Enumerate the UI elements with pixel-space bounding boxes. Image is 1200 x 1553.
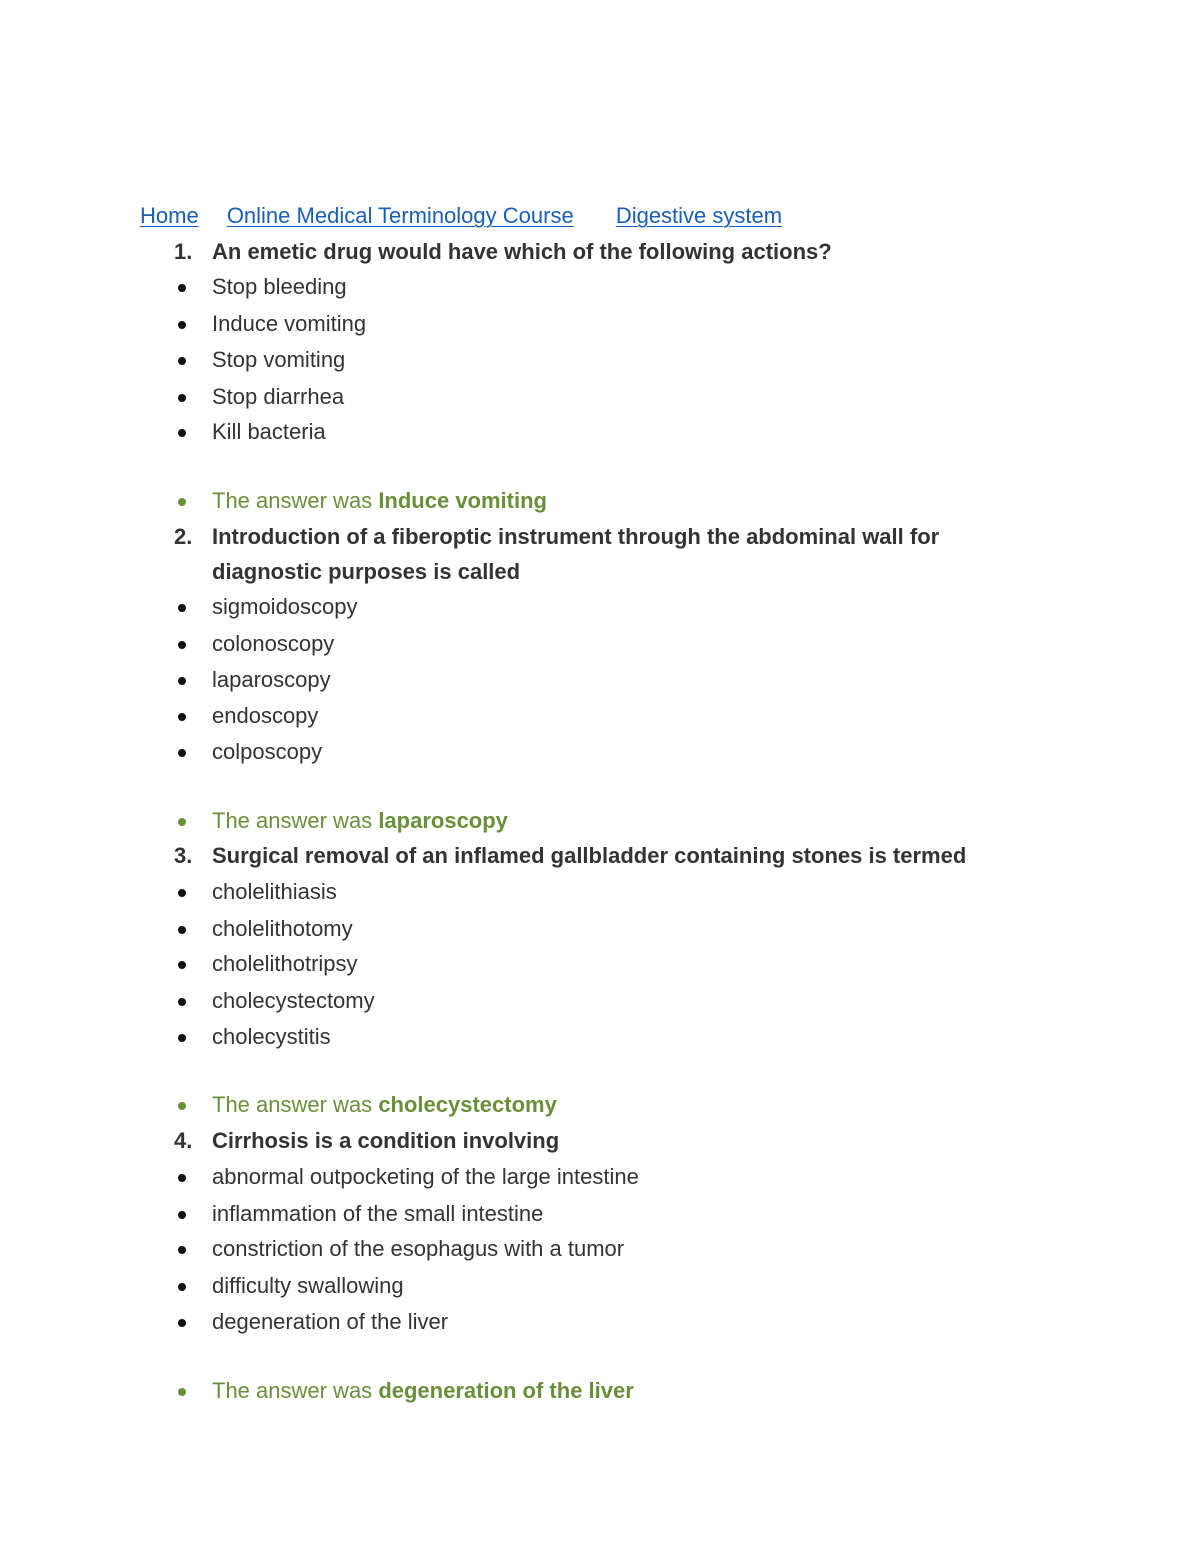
question-text: Introduction of a fiberoptic instrument through the abdominal wall for (212, 524, 940, 549)
option-text: Kill bacteria (212, 419, 326, 444)
bullet-icon (178, 284, 186, 292)
option-text: cholelithotomy (212, 916, 353, 941)
bullet-icon (178, 1034, 186, 1042)
option-text: cholelithotripsy (212, 951, 358, 976)
question-number: 1. (174, 239, 193, 264)
bullet-icon (178, 1283, 186, 1291)
bullet-icon (178, 429, 186, 437)
breadcrumb-course-link[interactable]: Online Medical Terminology Course (226, 203, 574, 228)
answer-text: The answer was cholecystectomy (212, 1092, 557, 1117)
bullet-icon (178, 1211, 186, 1219)
answer-value: degeneration of the liver (378, 1378, 634, 1403)
question-number: 2. (174, 524, 193, 549)
answer-value: laparoscopy (378, 808, 508, 833)
option-text: colonoscopy (212, 631, 335, 656)
option-text: Stop vomiting (212, 347, 346, 372)
option-text: cholelithiasis (212, 879, 337, 904)
bullet-icon (178, 889, 186, 897)
option-text: cholecystitis (212, 1024, 331, 1049)
bullet-icon (178, 394, 186, 402)
breadcrumb (140, 198, 818, 234)
bullet-icon (178, 1102, 186, 1110)
option-text: Stop bleeding (212, 274, 347, 299)
answer-text: The answer was laparoscopy (212, 808, 508, 833)
option-text: Stop diarrhea (212, 384, 345, 409)
answer-value: cholecystectomy (378, 1092, 557, 1117)
bullet-icon (178, 677, 186, 685)
bullet-icon (178, 961, 186, 969)
bullet-icon (178, 1174, 186, 1182)
bullet-icon (178, 1319, 186, 1327)
bullet-icon (178, 641, 186, 649)
breadcrumb-section-link[interactable]: Digestive system (615, 203, 783, 228)
option-text: cholecystectomy (212, 988, 375, 1013)
question-text: diagnostic purposes is called (212, 559, 521, 584)
bullet-icon (178, 604, 186, 612)
option-text: inflammation of the small intestine (212, 1201, 544, 1226)
question-text: Surgical removal of an inflamed gallbladder containing stones is termed (212, 843, 967, 868)
answer-text: The answer was degeneration of the liver (212, 1378, 634, 1403)
option-text: abnormal outpocketing of the large intestine (212, 1164, 639, 1189)
answer-text: The answer was Induce vomiting (212, 488, 547, 513)
option-text: sigmoidoscopy (212, 594, 358, 619)
option-text: constriction of the esophagus with a tumor (212, 1236, 625, 1261)
bullet-icon (178, 926, 186, 934)
bullet-icon (178, 1246, 186, 1254)
question-text: An emetic drug would have which of the following actions? (212, 239, 832, 264)
bullet-icon (178, 321, 186, 329)
option-text: endoscopy (212, 703, 319, 728)
breadcrumb-home-link[interactable]: Home (140, 203, 199, 228)
option-text: colposcopy (212, 739, 323, 764)
option-text: degeneration of the liver (212, 1309, 449, 1334)
option-text: laparoscopy (212, 667, 331, 692)
bullet-icon (178, 1388, 186, 1396)
question-number: 3. (174, 843, 193, 868)
bullet-icon (178, 818, 186, 826)
bullet-icon (178, 749, 186, 757)
question-number: 4. (174, 1128, 193, 1153)
question-text: Cirrhosis is a condition involving (212, 1128, 560, 1153)
bullet-icon (178, 357, 186, 365)
bullet-icon (178, 998, 186, 1006)
answer-value: Induce vomiting (378, 488, 547, 513)
option-text: difficulty swallowing (212, 1273, 404, 1298)
option-text: Induce vomiting (212, 311, 367, 336)
bullet-icon (178, 713, 186, 721)
bullet-icon (178, 498, 186, 506)
